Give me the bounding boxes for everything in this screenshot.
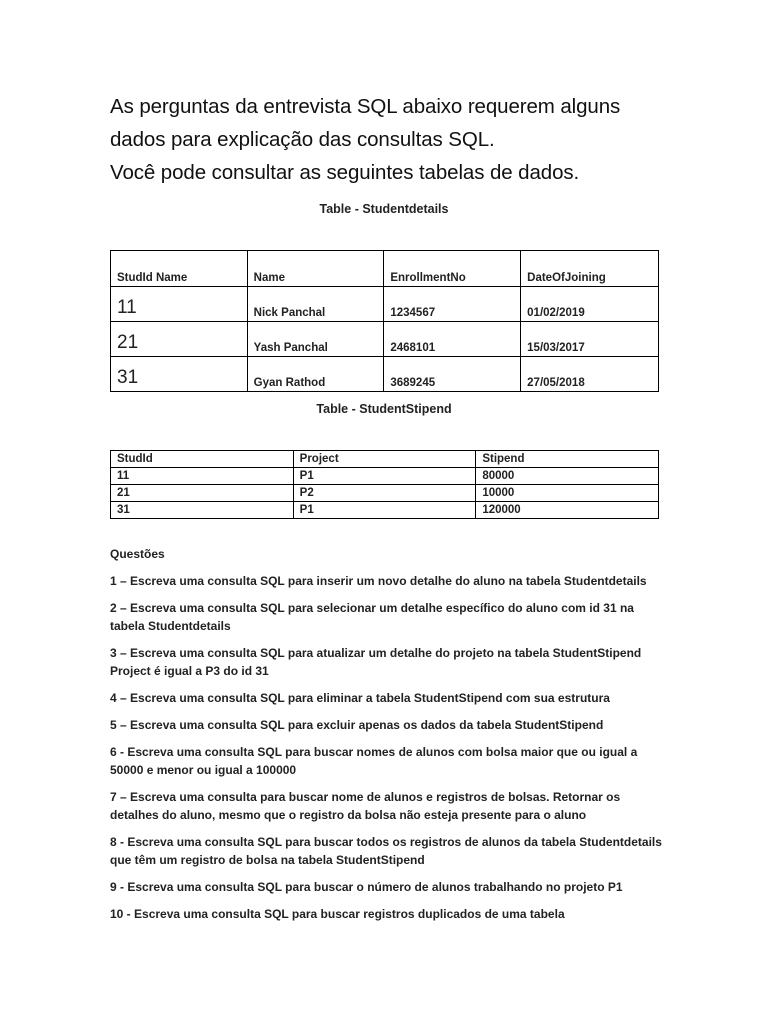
table-header-row xyxy=(111,451,659,468)
table-cell: Yash Panchal xyxy=(247,322,384,357)
questions-section xyxy=(110,545,670,932)
intro-line-3: Você pode consultar as seguintes tabelas de dados. xyxy=(110,161,580,184)
table-cell: 80000 xyxy=(476,468,659,485)
column-header: Stipend xyxy=(476,451,659,468)
table-cell: P1 xyxy=(293,468,476,485)
question-item: 8 - Escreva uma consulta SQL para buscar todos os registros de alunos da tabela Studentdetails que têm um registro de bolsa na tabela StudentStipend xyxy=(110,835,662,867)
table-cell: 01/02/2019 xyxy=(521,287,659,322)
question-item: 9 - Escreva uma consulta SQL para buscar o número de alunos trabalhando no projeto P1 xyxy=(110,880,623,894)
studentdetails-table xyxy=(110,250,659,392)
table-row xyxy=(111,485,659,502)
intro-paragraph xyxy=(110,90,670,189)
question-item: 7 – Escreva uma consulta para buscar nome de alunos e registros de bolsas. Retornar os detalhes do aluno, mesmo que o registro da bolsa não esteja presente para o aluno xyxy=(110,790,621,822)
table-cell: 31 xyxy=(111,357,248,392)
question-item: 6 - Escreva uma consulta SQL para buscar nomes de alunos com bolsa maior que ou igual a 50000 e menor ou igual a 100000 xyxy=(110,745,638,777)
table-row xyxy=(111,287,659,322)
table-row xyxy=(111,502,659,519)
table-cell: 21 xyxy=(111,485,294,502)
table-cell: 27/05/2018 xyxy=(521,357,659,392)
table1-caption: Table - Studentdetails xyxy=(319,202,449,216)
question-item: 3 – Escreva uma consulta SQL para atualizar um detalhe do projeto na tabela StudentStipend Project é igual a P3 do id 31 xyxy=(110,646,642,678)
column-header: Name xyxy=(247,251,384,287)
studentstipend-table xyxy=(110,450,659,519)
intro-line-1: As perguntas da entrevista SQL abaixo requerem alguns xyxy=(110,95,621,118)
table-cell: 11 xyxy=(111,468,294,485)
intro-line-2: dados para explicação das consultas SQL. xyxy=(110,128,495,151)
column-header: StudId Name xyxy=(111,251,248,287)
table-row xyxy=(111,322,659,357)
table-row xyxy=(111,357,659,392)
questions-heading: Questões xyxy=(110,547,165,561)
column-header: StudId xyxy=(111,451,294,468)
table-cell: P1 xyxy=(293,502,476,519)
table-cell: 11 xyxy=(111,287,248,322)
table-cell: 15/03/2017 xyxy=(521,322,659,357)
column-header: DateOfJoining xyxy=(521,251,659,287)
table-cell: Gyan Rathod xyxy=(247,357,384,392)
question-item: 5 – Escreva uma consulta SQL para excluir apenas os dados da tabela StudentStipend xyxy=(110,718,604,732)
question-item: 4 – Escreva uma consulta SQL para eliminar a tabela StudentStipend com sua estrutura xyxy=(110,691,610,705)
column-header: Project xyxy=(293,451,476,468)
table-cell: 31 xyxy=(111,502,294,519)
question-item: 2 – Escreva uma consulta SQL para selecionar um detalhe específico do aluno com id 31 na tabela Studentdetails xyxy=(110,601,634,633)
question-item: 10 - Escreva uma consulta SQL para buscar registros duplicados de uma tabela xyxy=(110,907,565,921)
table-cell: P2 xyxy=(293,485,476,502)
table-cell: 1234567 xyxy=(384,287,521,322)
table-cell: 3689245 xyxy=(384,357,521,392)
table-cell: 2468101 xyxy=(384,322,521,357)
table-cell: 21 xyxy=(111,322,248,357)
column-header: EnrollmentNo xyxy=(384,251,521,287)
table-row xyxy=(111,468,659,485)
table-cell: 120000 xyxy=(476,502,659,519)
table-cell: Nick Panchal xyxy=(247,287,384,322)
table2-caption: Table - StudentStipend xyxy=(316,402,452,416)
table-cell: 10000 xyxy=(476,485,659,502)
table-header-row xyxy=(111,251,659,287)
question-item: 1 – Escreva uma consulta SQL para inserir um novo detalhe do aluno na tabela Studentdetails xyxy=(110,574,647,588)
